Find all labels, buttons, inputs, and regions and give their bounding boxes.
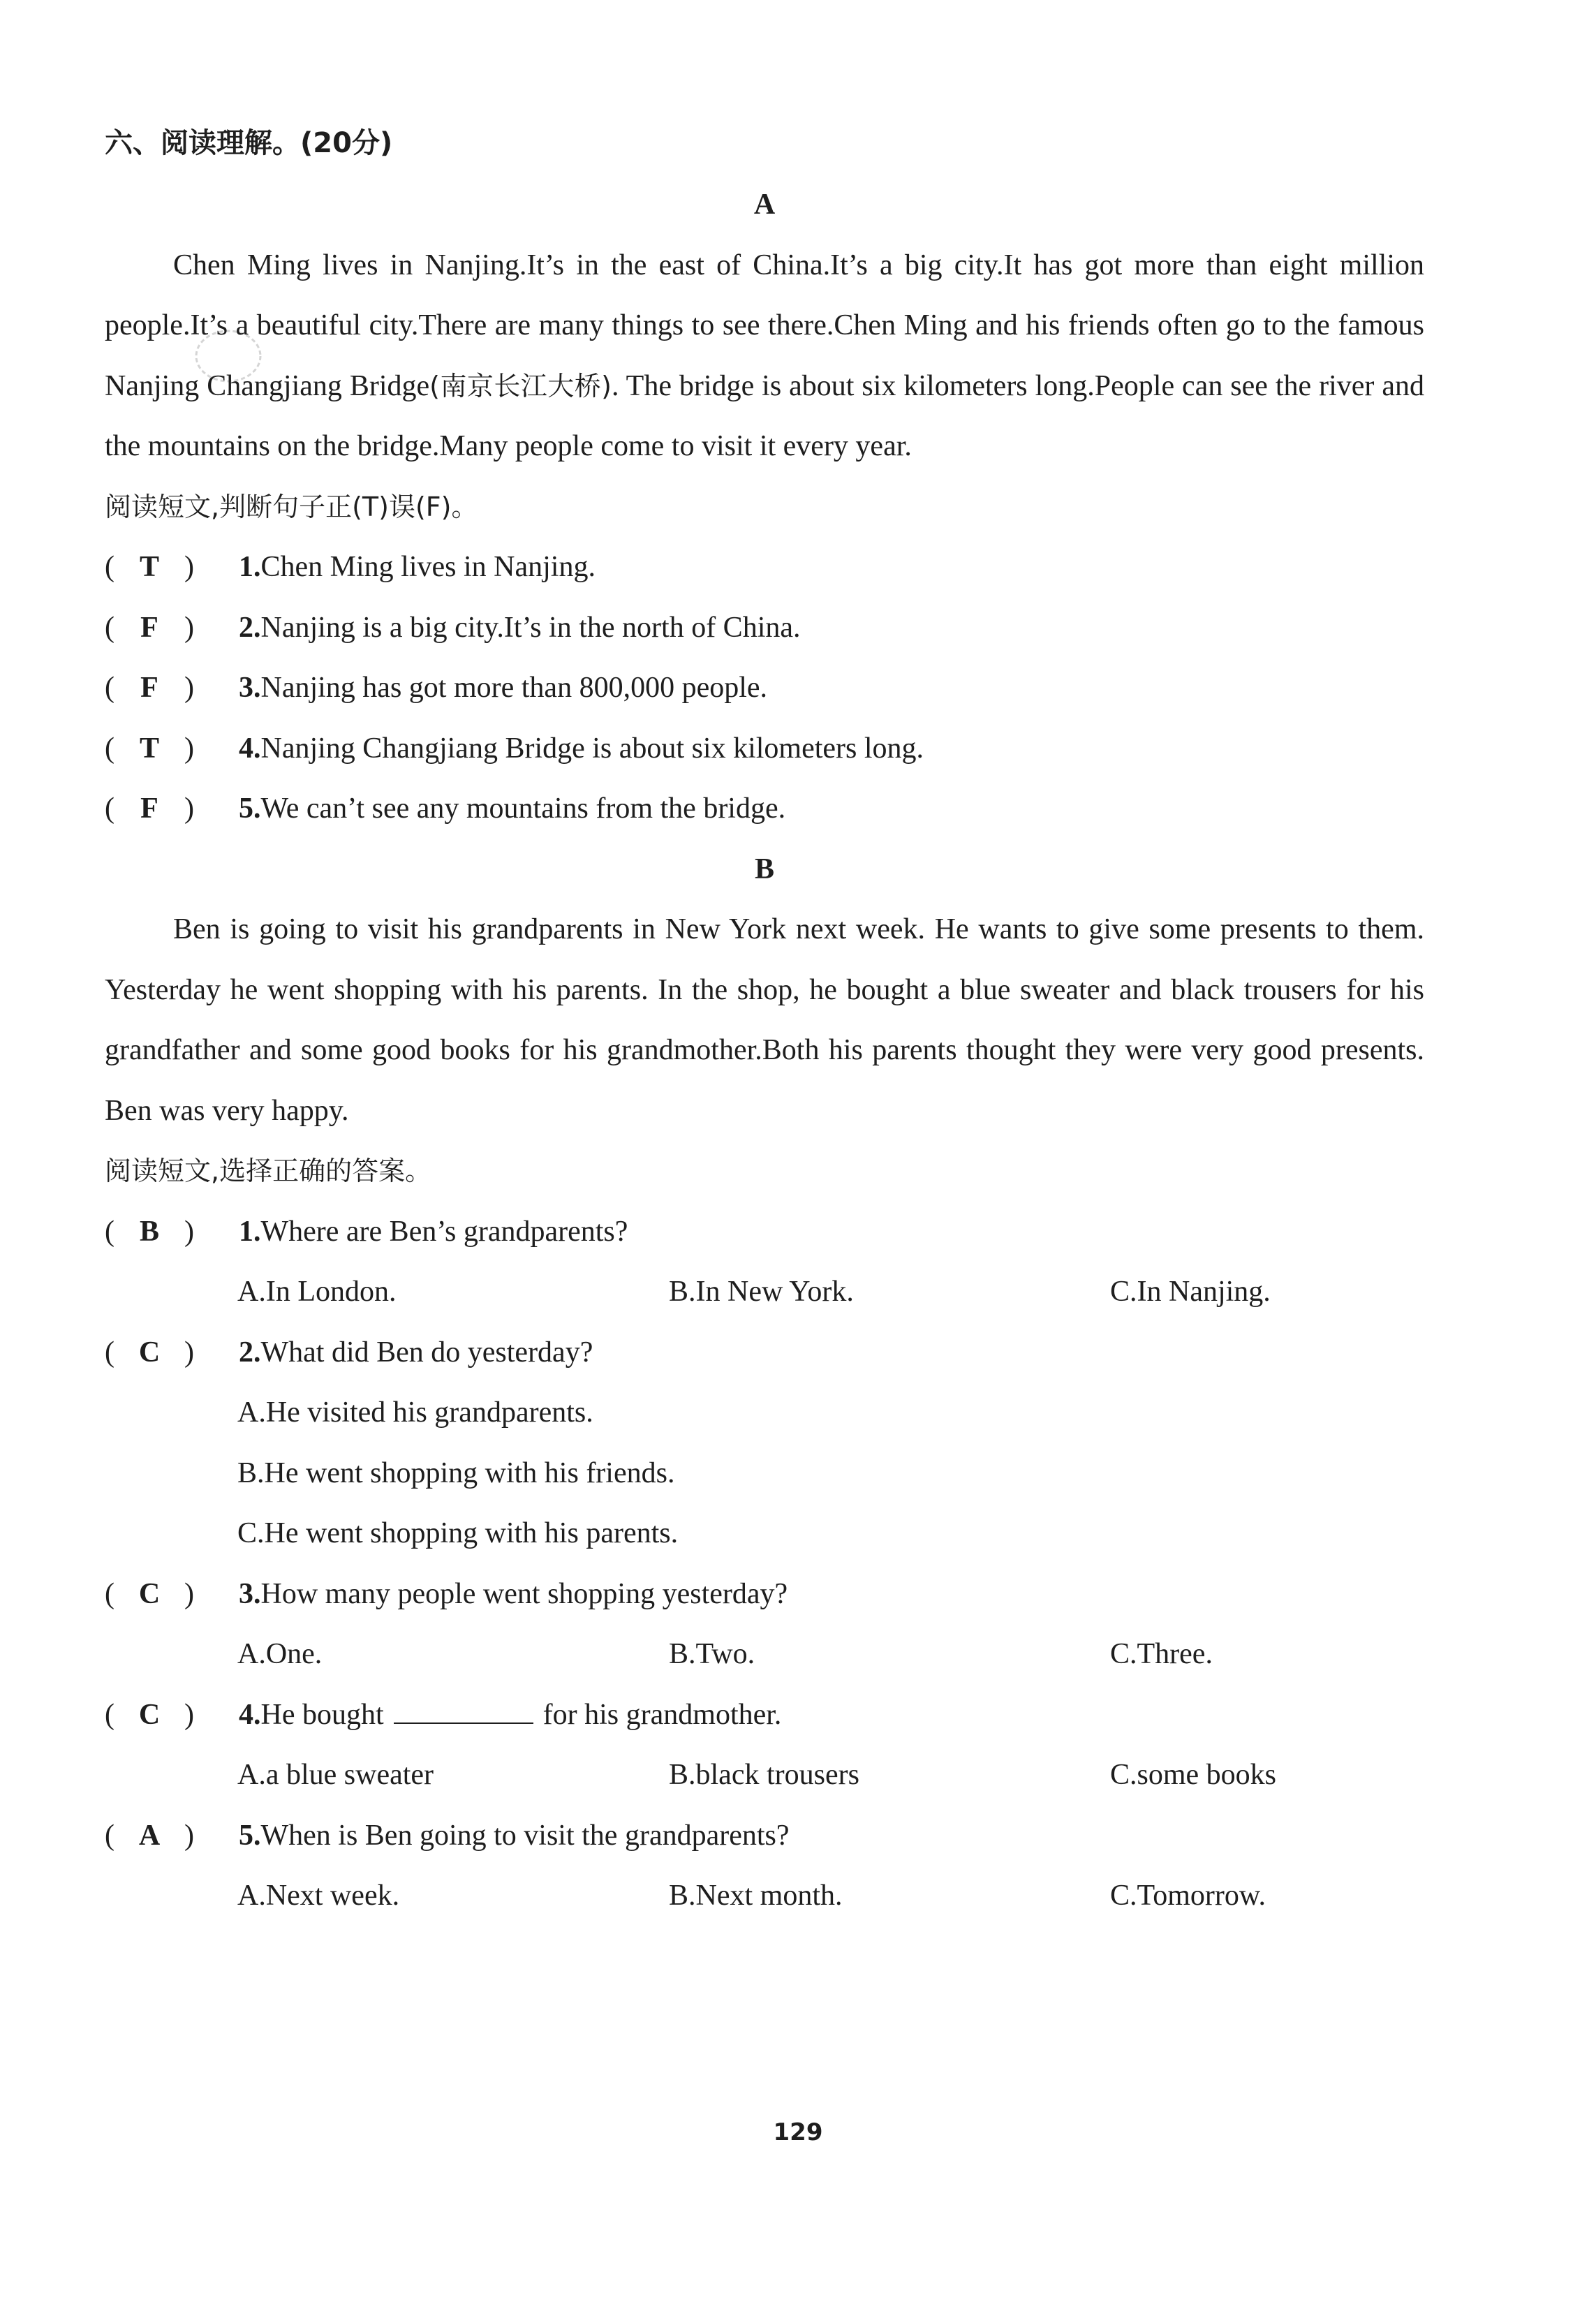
section-heading: 六、阅读理解。(20分)	[105, 127, 393, 159]
answer-blank	[394, 1702, 533, 1724]
options-row	[105, 1745, 1424, 1806]
option-a: A.In London.	[237, 1276, 397, 1308]
part-a-question: ( F ) 3. Nanjing has got more than 800,000 people.	[105, 658, 1424, 718]
option-b: B.black trousers	[669, 1759, 859, 1791]
question-text: When is Ben going to visit the grandparents?	[260, 1819, 790, 1852]
part-a-passage-end: . The bridge is about six kilometers long.People can see the river and the mountains on the bridge.Many people come to visit it every year.	[105, 369, 1424, 462]
question-number: 2.	[239, 1336, 261, 1369]
option-c: C.Three.	[1110, 1638, 1213, 1670]
question-text: Nanjing has got more than 800,000 people.	[260, 672, 768, 704]
question-number: 1.	[239, 1215, 261, 1248]
option-b: B.Two.	[669, 1638, 755, 1670]
option-c: C.some books	[1110, 1759, 1277, 1791]
question-number: 5.	[239, 792, 261, 825]
answer-mark: T	[139, 551, 159, 583]
question-number: 4.	[239, 732, 261, 765]
answer-mark: F	[140, 792, 158, 825]
part-b-question: ( B ) 1. Where are Ben’s grandparents?	[105, 1202, 1424, 1262]
question-text: What did Ben do yesterday?	[260, 1336, 593, 1369]
options-row	[105, 1262, 1424, 1322]
part-a-question: ( F ) 5. We can’t see any mountains from the bridge.	[105, 779, 1424, 839]
part-a-question: ( F ) 2. Nanjing is a big city.It’s in the north of China.	[105, 598, 1424, 658]
option-a: A.One.	[237, 1638, 323, 1670]
option-c: C.Tomorrow.	[1110, 1880, 1266, 1912]
question-text-after: for his grandmother.	[542, 1698, 782, 1731]
answer-mark: F	[140, 611, 158, 644]
worksheet-page	[105, 119, 1424, 1926]
part-a-passage-start: Chen Ming lives in Nanjing.It’s in the east of China.It’s a big city.It has got more than eight million people.It’s a beautiful city.There are many things to see there.Chen Ming and his friends often go to the famous Nanjing Changjiang Bridge	[105, 249, 1424, 402]
option-a: A.a blue sweater	[237, 1759, 434, 1791]
question-text: How many people went shopping yesterday?	[260, 1577, 788, 1610]
question-number: 3.	[239, 1577, 261, 1610]
question-number: 1.	[239, 551, 261, 583]
part-b-letter: B	[754, 853, 774, 885]
part-b-passage	[105, 899, 1424, 1141]
part-b-question: ( C ) 4. He bought for his grandmother.	[105, 1685, 1424, 1746]
question-text: Where are Ben’s grandparents?	[260, 1215, 628, 1248]
part-b-question: ( C ) 3. How many people went shopping yesterday?	[105, 1564, 1424, 1625]
answer-mark: C	[138, 1577, 161, 1610]
options-row	[105, 1624, 1424, 1685]
answer-mark: C	[138, 1698, 161, 1731]
part-a-passage-chinese: (南京长江大桥)	[429, 370, 612, 401]
page-number: 129	[773, 2118, 823, 2146]
option-b: B.Next month.	[669, 1880, 843, 1912]
question-text: Nanjing is a big city.It’s in the north of China.	[260, 611, 801, 644]
answer-mark: T	[139, 732, 159, 765]
part-a-passage	[105, 235, 1424, 477]
question-text-before: He bought	[260, 1698, 384, 1731]
answer-mark: F	[140, 672, 158, 704]
part-a-instruction: 阅读短文,判断句子正(T)误(F)。	[105, 491, 478, 522]
part-a-question: ( T ) 1. Chen Ming lives in Nanjing.	[105, 537, 1424, 598]
answer-mark: A	[138, 1819, 161, 1852]
answer-mark: C	[138, 1336, 161, 1369]
option-c: C.In Nanjing.	[1110, 1276, 1271, 1308]
part-a-letter: A	[753, 189, 776, 221]
part-b-question: ( C ) 2. What did Ben do yesterday?	[105, 1322, 1424, 1383]
question-text: We can’t see any mountains from the bridge.	[260, 792, 786, 825]
answer-mark: B	[139, 1215, 159, 1248]
part-b-passage-text: Ben is going to visit his grandparents in New York next week. He wants to give some presents to them. Yesterday he went shopping with his parents. In the shop, he bought a blue sweater and black trousers for his grandfather and some good books for his grandmother.Both his parents thought they were very good presents. Ben was very happy.	[105, 913, 1424, 1127]
option-b: B.In New York.	[669, 1276, 854, 1308]
option-a: A.He visited his grandparents.	[237, 1396, 593, 1429]
question-number: 2.	[239, 611, 261, 644]
question-text: Chen Ming lives in Nanjing.	[260, 551, 596, 583]
question-number: 4.	[239, 1698, 261, 1731]
part-a-question: ( T ) 4. Nanjing Changjiang Bridge is about six kilometers long.	[105, 718, 1424, 779]
options-row	[105, 1866, 1424, 1926]
part-b-question: ( A ) 5. When is Ben going to visit the grandparents?	[105, 1806, 1424, 1866]
part-b-instruction: 阅读短文,选择正确的答案。	[105, 1156, 432, 1186]
option-c: C.He went shopping with his parents.	[237, 1517, 679, 1549]
question-text: Nanjing Changjiang Bridge is about six kilometers long.	[260, 732, 924, 765]
question-number: 3.	[239, 672, 261, 704]
option-a: A.Next week.	[237, 1880, 400, 1912]
option-b: B.He went shopping with his friends.	[237, 1456, 675, 1489]
question-number: 5.	[239, 1819, 261, 1852]
